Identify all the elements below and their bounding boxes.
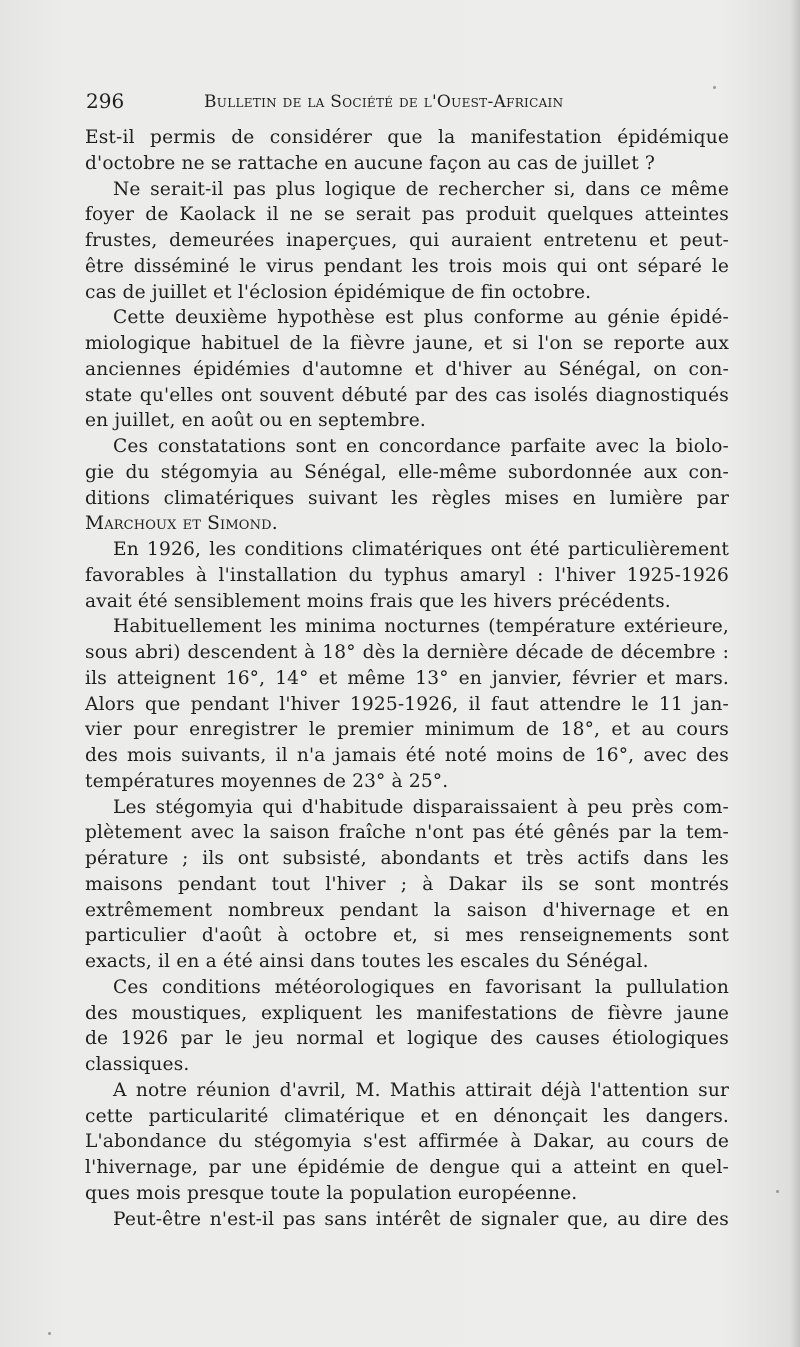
page-edge-shadow	[790, 0, 800, 1347]
paragraph-start: Cette deuxième hypothèse est plus conforme au génie épidé-	[113, 307, 729, 329]
text-line: ditions climatériques suivant les règles mises en lumière par	[85, 487, 729, 509]
text-line: state qu'elles ont souvent débuté par des cas isolés diagnostiqués	[85, 384, 729, 406]
page-number: 296	[86, 89, 125, 113]
text-line: miologique habituel de la fièvre jaune, et si l'on se reporte aux	[85, 333, 729, 354]
text-line: exacts, il en a été ainsi dans toutes les escales du Sénégal.	[85, 951, 649, 972]
text-line: sous abri) descendent à 18° dès la dernière décade de décembre :	[85, 642, 729, 663]
text-line: l'hivernage, par une épidémie de dengue qui a atteint en quel-	[85, 1157, 729, 1178]
paragraph-start: En 1926, les conditions climatériques ont été particulièrement	[113, 539, 729, 560]
text-line: foyer de Kaolack il ne se serait pas produit quelques atteintes	[85, 204, 729, 226]
text-line: extrêmement nombreux pendant la saison d'hivernage et en	[85, 899, 729, 921]
text-line: être disséminé le virus pendant les trois mois qui ont séparé le	[85, 255, 729, 277]
paragraph-start: Ces conditions météorologiques en favorisant la pullulation	[113, 976, 729, 998]
journal-title: Bulletin de la Société de l'Ouest-Africain	[204, 92, 564, 112]
text-line: pérature ; ils ont subsisté, abondants et très actifs dans les	[85, 848, 729, 869]
paragraph-start: Les stégomyia qui d'habitude disparaissaient à peu près com-	[113, 796, 729, 818]
text-line: de 1926 par le jeu normal et logique des causes étiologiques	[85, 1028, 729, 1050]
text-line: frustes, demeurées inaperçues, qui auraient entretenu et peut-	[85, 230, 729, 251]
body-text	[85, 125, 729, 1232]
text-line: cas de juillet et l'éclosion épidémique de fin octobre.	[85, 281, 592, 303]
text-line-authors: Marchoux et Simond.	[85, 513, 278, 535]
text-line: particulier d'août à octobre et, si mes renseignements sont	[85, 925, 729, 947]
paragraph-start: Ne serait-il pas plus logique de rechercher si, dans ce même	[113, 178, 729, 200]
text-line: ils atteignent 16°, 14° et même 13° en janvier, février et mars.	[85, 667, 729, 689]
scan-speck	[776, 1190, 779, 1193]
scan-speck	[48, 1332, 51, 1335]
text-line: d'octobre ne se rattache en aucune façon au cas de juillet ?	[85, 152, 656, 174]
paragraph-start: A notre réunion d'avril, M. Mathis attirait déjà l'attention sur	[113, 1079, 729, 1101]
text-line: vier pour enregistrer le premier minimum de 18°, et au cours	[85, 719, 729, 741]
text-line: classiques.	[85, 1054, 190, 1075]
paragraph-start: Peut-être n'est-il pas sans intérêt de signaler que, au dire des	[113, 1208, 729, 1230]
paragraph-start: Habituellement les minima nocturnes (température extérieure,	[113, 616, 729, 638]
text-line: Est-il permis de considérer que la manifestation épidémique	[85, 127, 729, 148]
text-line: anciennes épidémies d'automne et d'hiver au Sénégal, on con-	[85, 358, 729, 380]
text-line: gie du stégomyia au Sénégal, elle-même subordonnée aux con-	[85, 461, 729, 483]
text-line: températures moyennes de 23° à 25°.	[85, 770, 449, 792]
text-line: ques mois presque toute la population européenne.	[85, 1182, 578, 1204]
text-line: L'abondance du stégomyia s'est affirmée à Dakar, au cours de	[85, 1131, 729, 1153]
text-line: des moustiques, expliquent les manifestations de fièvre jaune	[85, 1002, 729, 1024]
text-line: cette particularité climatérique et en dénonçait les dangers.	[85, 1105, 729, 1127]
text-line: en juillet, en août ou en septembre.	[85, 410, 426, 432]
text-line: plètement avec la saison fraîche n'ont pas été gênés par la tem-	[85, 822, 729, 844]
text-line: avait été sensiblement moins frais que les hivers précédents.	[85, 590, 671, 612]
running-head	[86, 88, 726, 114]
text-line: favorables à l'installation du typhus amaryl : l'hiver 1925-1926	[85, 564, 729, 586]
paragraph-start: Ces constatations sont en concordance parfaite avec la biolo-	[113, 436, 729, 457]
text-line: maisons pendant tout l'hiver ; à Dakar ils se sont montrés	[85, 873, 729, 895]
text-line: des mois suivants, il n'a jamais été noté moins de 16°, avec des	[85, 745, 729, 766]
scan-speck	[713, 86, 716, 89]
text-line: Alors que pendant l'hiver 1925-1926, il faut attendre le 11 jan-	[85, 693, 729, 715]
